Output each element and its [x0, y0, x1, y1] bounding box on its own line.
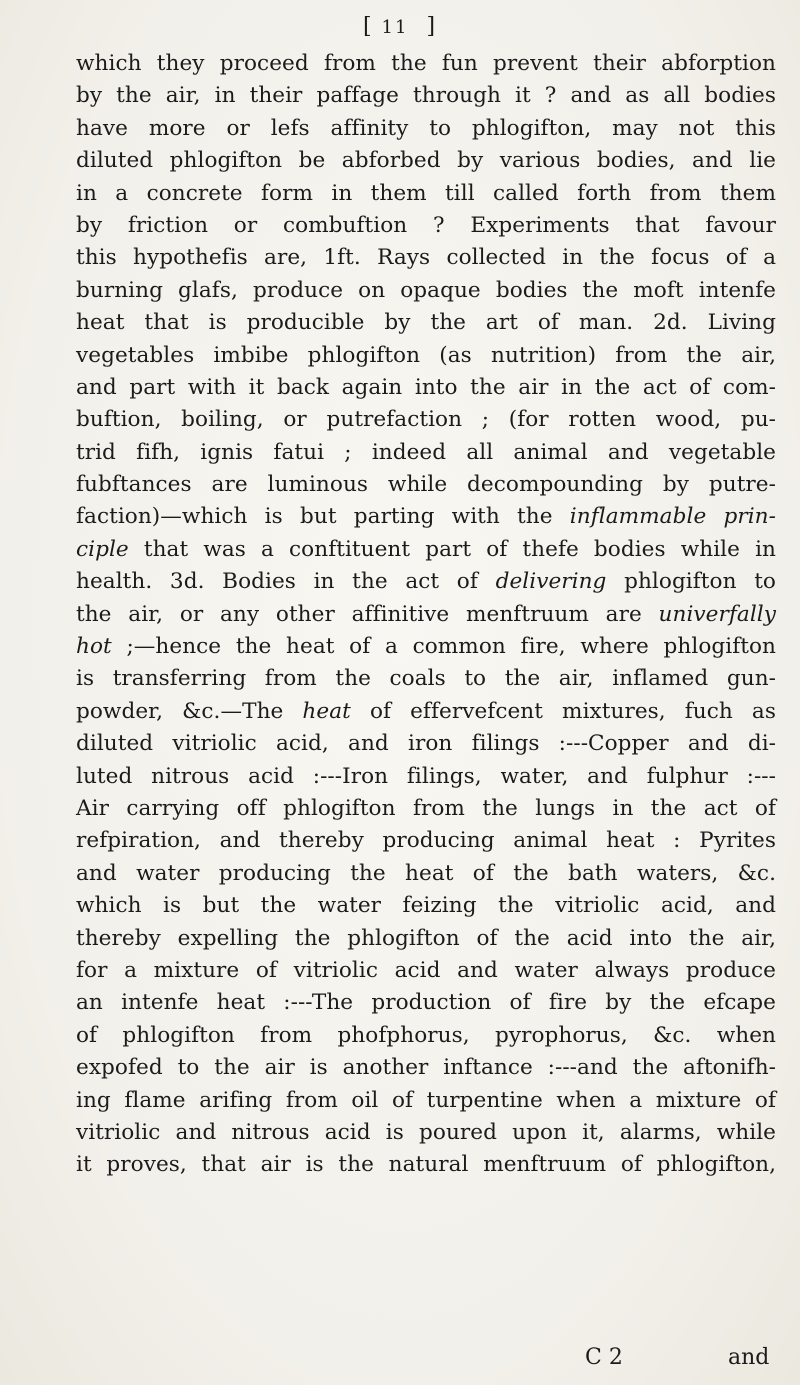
text-line: refpiration, and thereby producing animal heat : Pyrites — [76, 828, 776, 854]
text-line: luted nitrous acid :---Iron filings, water, and fulphur :--- — [76, 763, 776, 789]
text-line: for a mixture of vitriolic acid and water always produce — [76, 957, 776, 983]
text-line: which is but the water feizing the vitriolic acid, and — [76, 893, 776, 919]
text-line: it proves, that air is the natural menftruum of phlogifton, — [76, 1152, 776, 1178]
signature-mark: C 2 — [585, 1345, 623, 1370]
text-line: buftion, boiling, or putrefaction ; (for rotten wood, pu- — [76, 407, 776, 433]
text-line: diluted phlogifton be abforbed by various bodies, and lie — [76, 148, 776, 174]
text-line: and water producing the heat of the bath waters, &c. — [76, 860, 776, 886]
text-line: fubftances are luminous while decompounding by putre- — [76, 472, 776, 498]
text-line: expofed to the air is another inftance :---and the aftonifh- — [76, 1055, 776, 1081]
text-line: by the air, in their paffage through it ? and as all bodies — [76, 83, 776, 109]
italic-emphasis: ciple — [76, 536, 129, 562]
text-line: thereby expelling the phlogifton of the acid into the air, — [76, 925, 776, 951]
text-line: vitriolic and nitrous acid is poured upon it, alarms, while — [76, 1119, 776, 1145]
text-line: the air, or any other affinitive menftruum are univerfally — [76, 601, 776, 627]
text-line: trid fifh, ignis fatui ; indeed all animal and vegetable — [76, 439, 776, 465]
text-line: ciple that was a conftituent part of thefe bodies while in — [76, 536, 776, 562]
text-line: this hypothefis are, 1ft. Rays collected in the focus of a — [76, 245, 776, 271]
italic-emphasis: univerfally — [658, 601, 776, 627]
page-header — [0, 14, 800, 39]
text-line: which they proceed from the fun prevent their abforption — [76, 51, 776, 76]
text-line: heat that is producible by the art of man. 2d. Living — [76, 310, 776, 336]
header-bracket-open: [ — [362, 14, 374, 39]
text-line: hot ;—hence the heat of a common fire, where phlogifton — [76, 634, 776, 660]
text-line: burning glafs, produce on opaque bodies the moft intenfe — [76, 277, 776, 303]
text-line: health. 3d. Bodies in the act of delivering phlogifton to — [76, 569, 776, 595]
page-footer — [0, 1345, 800, 1379]
text-line: faction)—which is but parting with the inflammable prin- — [76, 504, 776, 530]
text-line: ing flame arifing from oil of turpentine when a mixture of — [76, 1087, 776, 1113]
text-line: diluted vitriolic acid, and iron filings :---Copper and di- — [76, 731, 776, 757]
text-line: is transferring from the coals to the air, inflamed gun- — [76, 666, 776, 692]
text-line: powder, &c.—The heat of effervefcent mixtures, fuch as — [76, 698, 776, 724]
italic-emphasis: delivering — [495, 569, 607, 595]
text-line: of phlogifton from phofphorus, pyrophorus, &c. when — [76, 1022, 776, 1048]
header-bracket-close: ] — [426, 14, 438, 39]
text-line: have more or lefs affinity to phlogifton, may not this — [76, 115, 776, 141]
text-line: by friction or combuftion ? Experiments that favour — [76, 212, 776, 238]
text-line: Air carrying off phlogifton from the lungs in the act of — [76, 795, 776, 821]
text-line: vegetables imbibe phlogifton (as nutrition) from the air, — [76, 342, 776, 368]
body-text — [76, 48, 776, 1182]
text-line: and part with it back again into the air in the act of com- — [76, 374, 776, 400]
italic-emphasis: inflammable prin- — [569, 504, 776, 530]
text-line: an intenfe heat :---The production of fire by the efcape — [76, 990, 776, 1016]
italic-emphasis: hot — [76, 634, 112, 660]
catchword: and — [728, 1345, 770, 1370]
italic-emphasis: heat — [302, 698, 351, 724]
page-number: 11 — [381, 17, 409, 38]
text-line: in a concrete form in them till called forth from them — [76, 180, 776, 206]
